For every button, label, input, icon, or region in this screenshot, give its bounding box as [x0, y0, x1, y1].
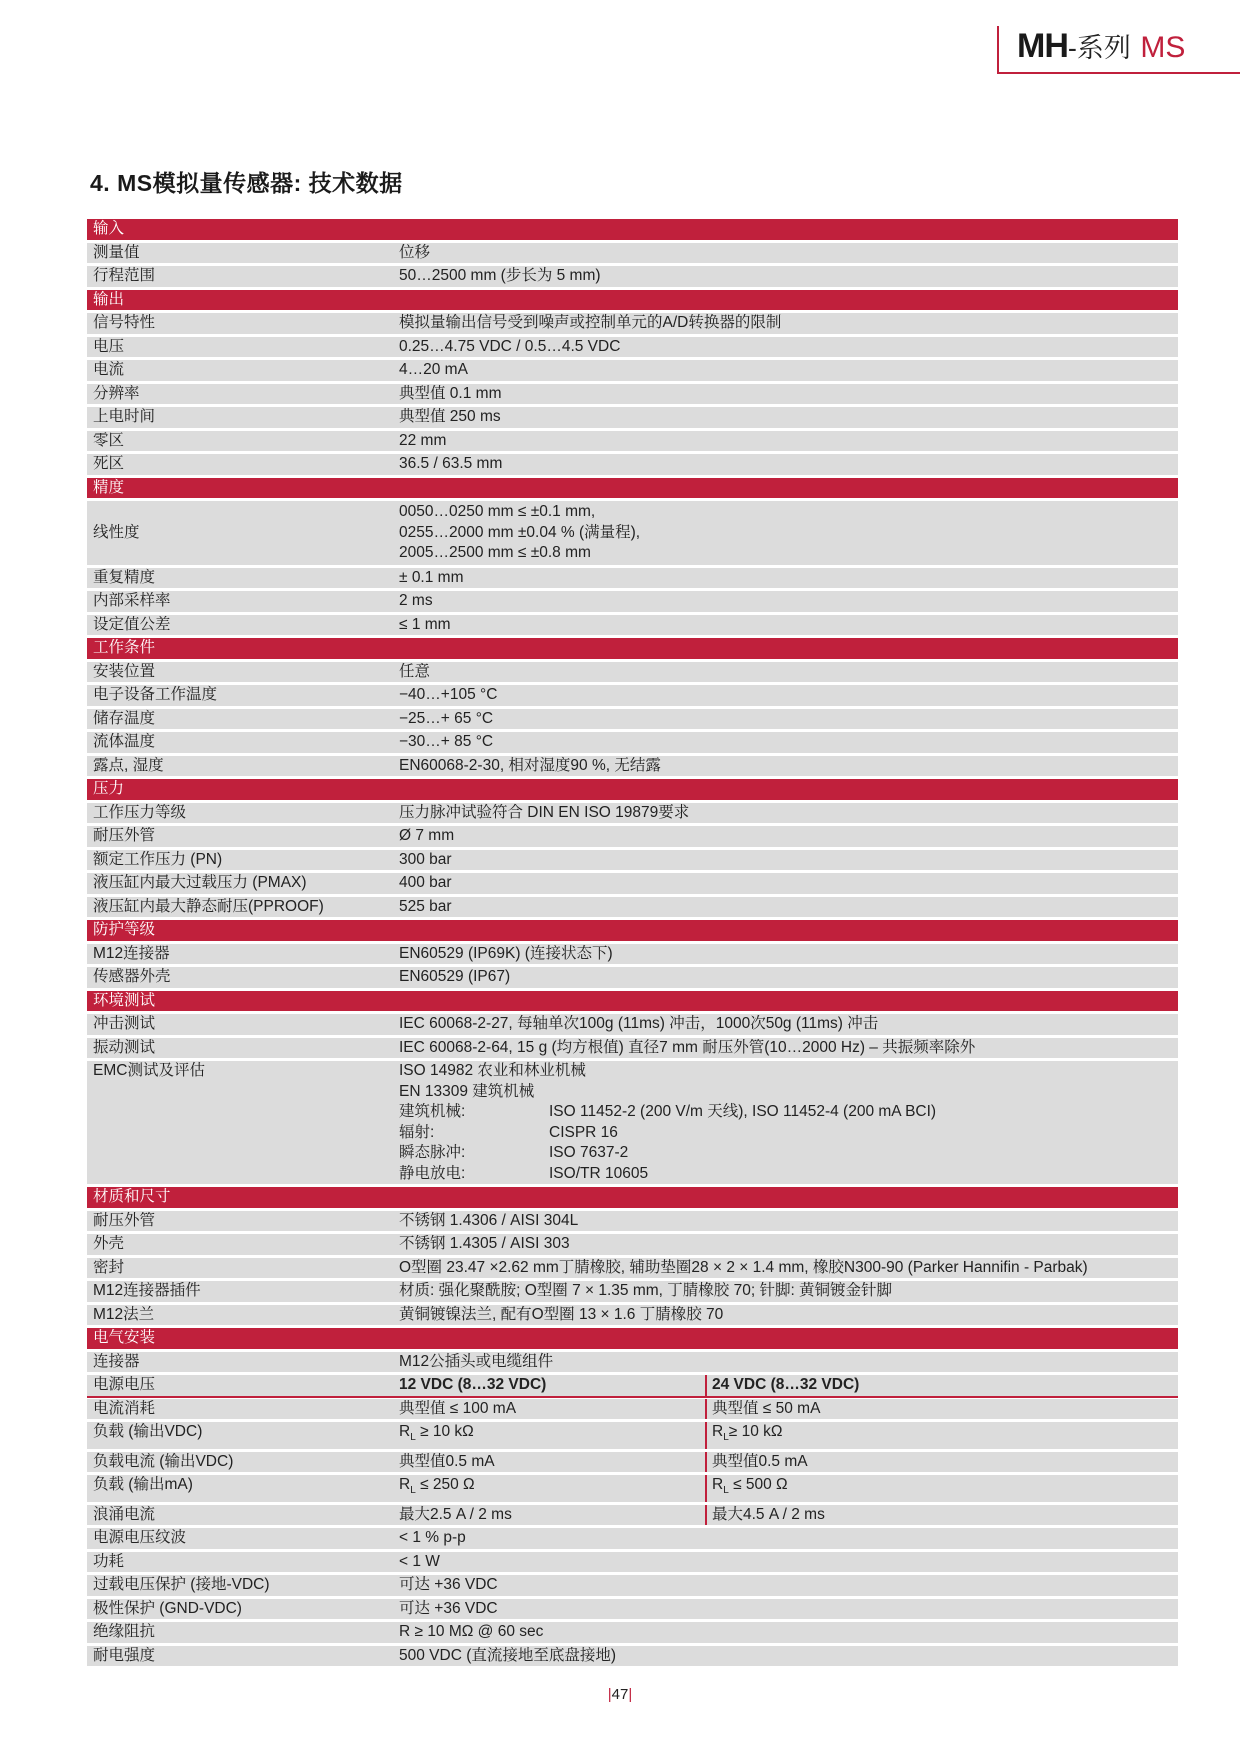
spec-value: 0.25…4.75 VDC / 0.5…4.5 VDC — [399, 337, 621, 355]
spec-label: 电压 — [93, 337, 125, 355]
spec-row — [87, 1646, 1178, 1667]
supply-voltage-row — [87, 1375, 1178, 1398]
spec-value: IEC 60068-2-64, 15 g (均方根值) 直径7 mm 耐压外管(10…2000 Hz) – 共振频率除外 — [399, 1038, 976, 1056]
spec-value: 可达 +36 VDC — [399, 1599, 498, 1617]
spec-value: 可达 +36 VDC — [399, 1576, 498, 1593]
spec-row — [87, 1352, 1178, 1373]
spec-sub-pair — [399, 1143, 1178, 1164]
resistance-subscript: L — [723, 1485, 729, 1496]
spec-value: −25…+ 65 °C — [399, 709, 494, 727]
spec-label: M12连接器 — [93, 944, 170, 962]
spec-row — [87, 1281, 1178, 1302]
spec-table — [87, 219, 1178, 1669]
spec-row — [87, 1014, 1178, 1035]
section-header — [87, 638, 1178, 659]
spec-row-split — [87, 1422, 1178, 1449]
value-24vdc — [705, 1505, 1178, 1526]
value-24vdc — [705, 1399, 1178, 1420]
spec-value: 400 bar — [399, 874, 452, 891]
spec-label: 重复精度 — [93, 568, 156, 586]
value-12vdc — [399, 1399, 705, 1420]
spec-value: 不锈钢 1.4306 / AISI 304L — [399, 1211, 579, 1229]
spec-label: 极性保护 (GND-VDC) — [93, 1599, 242, 1617]
spec-row — [87, 591, 1178, 612]
spec-row-split — [87, 1505, 1178, 1526]
section-title: 材质和尺寸 — [93, 1188, 171, 1205]
spec-sub-value: ISO/TR 10605 — [549, 1164, 649, 1182]
spec-label: 储存温度 — [93, 709, 156, 727]
spec-row — [87, 1234, 1178, 1255]
spec-label: 分辨率 — [93, 384, 140, 402]
spec-label: 电流消耗 — [93, 1399, 156, 1417]
spec-value: 任意 — [399, 662, 431, 680]
spec-row — [87, 1038, 1178, 1059]
spec-label: 信号特性 — [93, 314, 156, 331]
spec-row — [87, 568, 1178, 589]
resistance-subscript: L — [723, 1432, 729, 1443]
spec-value: M12公插头或电缆组件 — [399, 1352, 554, 1370]
spec-value: < 1 W — [399, 1552, 440, 1570]
section-title: 输出 — [93, 290, 125, 308]
spec-label: 电源电压 — [93, 1376, 156, 1393]
spec-row — [87, 407, 1178, 428]
spec-label: 耐压外管 — [93, 1211, 156, 1229]
spec-row — [87, 1211, 1178, 1232]
spec-value: 50…2500 mm (步长为 5 mm) — [399, 267, 601, 284]
spec-label: 死区 — [93, 455, 125, 472]
spec-value: O型圈 23.47 ×2.62 mm丁腈橡胶, 辅助垫圈28 × 2 × 1.4 mm, 橡胶N300-90 (Parker Hannifin - Parbak) — [399, 1258, 1088, 1276]
spec-value: IEC 60068-2-27, 每轴单次100g (11ms) 冲击，1000次50g (11ms) 冲击 — [399, 1015, 879, 1032]
value-24vdc — [705, 1422, 1178, 1449]
value-12vdc — [399, 1422, 705, 1449]
spec-label: 上电时间 — [93, 408, 156, 425]
spec-label: 功耗 — [93, 1552, 125, 1570]
spec-value: ≤ 500 Ω — [728, 1476, 788, 1493]
resistance-symbol: R — [712, 1423, 724, 1440]
spec-label: 露点, 湿度 — [93, 756, 164, 774]
spec-value — [399, 501, 1178, 565]
spec-value: 22 mm — [399, 431, 447, 449]
spec-label: 工作压力等级 — [93, 803, 187, 821]
spec-value: ≤ 1 mm — [399, 615, 451, 633]
spec-row — [87, 850, 1178, 871]
spec-sub-pair — [399, 1123, 1178, 1144]
spec-label: 线性度 — [93, 523, 140, 541]
section-title: 压力 — [93, 780, 125, 797]
section-header — [87, 219, 1178, 240]
spec-label: 密封 — [93, 1258, 125, 1276]
spec-row — [87, 1575, 1178, 1596]
spec-value-line: ISO 14982 农业和林业机械 — [399, 1062, 586, 1079]
spec-value: 不锈钢 1.4305 / AISI 303 — [399, 1235, 570, 1252]
spec-label: 零区 — [93, 431, 125, 449]
resistance-symbol: R — [399, 1423, 411, 1440]
section-header — [87, 779, 1178, 800]
spec-value: 位移 — [399, 243, 431, 261]
spec-value: ≤ 250 Ω — [415, 1476, 475, 1493]
spec-value: 典型值 ≤ 50 mA — [712, 1399, 821, 1417]
spec-sub-pair — [399, 1102, 1178, 1123]
spec-value: −40…+105 °C — [399, 686, 498, 703]
spec-row — [87, 897, 1178, 918]
spec-label: 负载 (输出mA) — [93, 1476, 193, 1493]
spec-sub-value: ISO 7637-2 — [549, 1144, 629, 1161]
spec-row — [87, 337, 1178, 358]
resistance-symbol: R — [399, 1476, 411, 1493]
spec-row — [87, 360, 1178, 381]
spec-row — [87, 1305, 1178, 1326]
spec-value: 典型值 250 ms — [399, 408, 501, 425]
resistance-subscript: L — [410, 1432, 416, 1443]
spec-label: 耐电强度 — [93, 1646, 156, 1664]
spec-label: 电子设备工作温度 — [93, 686, 218, 703]
spec-row — [87, 615, 1178, 636]
spec-row — [87, 1599, 1178, 1620]
spec-row — [87, 873, 1178, 894]
section-header — [87, 478, 1178, 499]
spec-row — [87, 243, 1178, 264]
spec-label: 内部采样率 — [93, 592, 171, 609]
spec-value: 压力脉冲试验符合 DIN EN ISO 19879要求 — [399, 803, 690, 821]
brand-header — [997, 26, 1240, 74]
spec-row — [87, 384, 1178, 405]
section-title: 输入 — [93, 220, 125, 237]
spec-value: EN60529 (IP69K) (连接状态下) — [399, 944, 613, 962]
spec-label: 绝缘阻抗 — [93, 1623, 156, 1640]
spec-row-split — [87, 1475, 1178, 1502]
spec-row — [87, 944, 1178, 965]
spec-value: 2 ms — [399, 592, 433, 609]
spec-sub-pair — [399, 1164, 1178, 1185]
spec-value: EN60068-2-30, 相对湿度90 %, 无结露 — [399, 756, 661, 774]
spec-label: 电流 — [93, 361, 125, 378]
brand-series: -系列 — [1067, 33, 1131, 63]
spec-value: 最大4.5 A / 2 ms — [712, 1505, 825, 1523]
spec-label: 耐压外管 — [93, 827, 156, 844]
section-title: 电气安装 — [93, 1329, 156, 1346]
spec-label: 传感器外壳 — [93, 968, 171, 985]
section-title: 工作条件 — [93, 639, 156, 656]
spec-value: 525 bar — [399, 897, 452, 915]
spec-label: 设定值公差 — [93, 615, 171, 633]
spec-row — [87, 662, 1178, 683]
spec-value: ± 0.1 mm — [399, 568, 464, 586]
spec-value: 黄铜镀镍法兰, 配有O型圈 13 × 1.6 丁腈橡胶 70 — [399, 1305, 724, 1323]
spec-label: M12连接器插件 — [93, 1282, 201, 1299]
spec-row — [87, 685, 1178, 706]
resistance-subscript: L — [410, 1485, 416, 1496]
value-24vdc — [705, 1475, 1178, 1502]
value-24vdc — [705, 1452, 1178, 1473]
section-title: 精度 — [93, 478, 125, 496]
spec-row — [87, 1061, 1178, 1184]
supply-24vdc: 24 VDC (8…32 VDC) — [705, 1375, 1178, 1396]
spec-value-line: EN 13309 建筑机械 — [399, 1082, 535, 1100]
value-12vdc — [399, 1505, 705, 1526]
spec-row — [87, 1622, 1178, 1643]
spec-value: 4…20 mA — [399, 361, 468, 378]
spec-value: 300 bar — [399, 850, 452, 868]
section-header — [87, 1328, 1178, 1349]
spec-row — [87, 1528, 1178, 1549]
value-12vdc — [399, 1452, 705, 1473]
spec-row — [87, 756, 1178, 777]
spec-label: 额定工作压力 (PN) — [93, 850, 223, 868]
spec-label: 连接器 — [93, 1352, 140, 1370]
section-header — [87, 1187, 1178, 1208]
page-number-value: 47 — [611, 1686, 629, 1703]
value-12vdc — [399, 1475, 705, 1502]
spec-label: 液压缸内最大静态耐压(PPROOF) — [93, 897, 324, 915]
page-title: 4. MS模拟量传感器: 技术数据 — [90, 170, 403, 196]
spec-value: < 1 % p-p — [399, 1529, 466, 1546]
resistance-symbol: R — [712, 1476, 724, 1493]
spec-label: 流体温度 — [93, 733, 156, 750]
section-header — [87, 920, 1178, 941]
spec-label: 安装位置 — [93, 662, 156, 680]
spec-value: Ø 7 mm — [399, 827, 455, 844]
spec-value: 典型值 0.1 mm — [399, 384, 502, 402]
spec-row — [87, 967, 1178, 988]
supply-12vdc: 12 VDC (8…32 VDC) — [399, 1376, 547, 1393]
spec-row-split — [87, 1452, 1178, 1473]
spec-label: 液压缸内最大过载压力 (PMAX) — [93, 874, 307, 891]
spec-row — [87, 313, 1178, 334]
spec-label: 冲击测试 — [93, 1015, 156, 1032]
spec-sub-key: 静电放电: — [399, 1164, 466, 1182]
brand-prefix: MH — [1017, 27, 1068, 65]
section-title: 防护等级 — [93, 921, 156, 938]
spec-value: 500 VDC (直流接地至底盘接地) — [399, 1646, 617, 1664]
spec-value: 材质: 强化聚酰胺; O型圈 7 × 1.35 mm, 丁腈橡胶 70; 针脚: 黄铜镀金针脚 — [399, 1282, 893, 1299]
spec-label: M12法兰 — [93, 1305, 155, 1323]
spec-value: 典型值0.5 mA — [712, 1452, 808, 1470]
spec-value-line: 2005…2500 mm ≤ ±0.8 mm — [399, 544, 591, 561]
section-title: 环境测试 — [93, 991, 156, 1009]
spec-label: 外壳 — [93, 1235, 125, 1252]
spec-value: ≥ 10 kΩ — [728, 1423, 783, 1440]
spec-row — [87, 266, 1178, 287]
spec-label: 过载电压保护 (接地-VDC) — [93, 1576, 270, 1593]
spec-label: 振动测试 — [93, 1038, 156, 1056]
spec-value — [399, 1061, 1178, 1184]
spec-value: 典型值0.5 mA — [399, 1452, 495, 1470]
spec-row — [87, 1552, 1178, 1573]
spec-sub-key: 建筑机械: — [399, 1103, 466, 1120]
spec-sub-value: ISO 11452-2 (200 V/m 天线), ISO 11452-4 (200 mA BCI) — [549, 1103, 937, 1120]
section-header — [87, 290, 1178, 311]
spec-row — [87, 454, 1178, 475]
spec-value: −30…+ 85 °C — [399, 733, 494, 750]
spec-row — [87, 803, 1178, 824]
spec-label: 测量值 — [93, 243, 140, 261]
spec-row-split — [87, 1399, 1178, 1420]
spec-label: 负载电流 (输出VDC) — [93, 1452, 234, 1470]
spec-row — [87, 826, 1178, 847]
brand-model: MS — [1140, 31, 1186, 64]
spec-label: EMC测试及评估 — [93, 1062, 205, 1079]
spec-row — [87, 732, 1178, 753]
spec-sub-value: CISPR 16 — [549, 1123, 618, 1141]
spec-row — [87, 1258, 1178, 1279]
spec-row — [87, 501, 1178, 565]
spec-value: 模拟量输出信号受到噪声或控制单元的A/D转换器的限制 — [399, 314, 782, 331]
spec-value: 36.5 / 63.5 mm — [399, 455, 503, 472]
spec-label: 负载 (输出VDC) — [93, 1423, 203, 1440]
spec-sub-key: 辐射: — [399, 1123, 435, 1141]
spec-value-line: 0255…2000 mm ±0.04 % (满量程), — [399, 523, 641, 541]
spec-row — [87, 709, 1178, 730]
spec-value: EN60529 (IP67) — [399, 968, 511, 985]
brand-title — [1017, 26, 1185, 68]
spec-label: 电源电压纹波 — [93, 1529, 187, 1546]
spec-value: R ≥ 10 MΩ @ 60 sec — [399, 1623, 544, 1640]
spec-sub-key: 瞬态脉冲: — [399, 1144, 466, 1161]
spec-value-line: 0050…0250 mm ≤ ±0.1 mm, — [399, 503, 596, 520]
page-number: |47| — [607, 1686, 633, 1703]
spec-value: 最大2.5 A / 2 ms — [399, 1505, 512, 1523]
spec-row — [87, 431, 1178, 452]
spec-value: 典型值 ≤ 100 mA — [399, 1399, 517, 1417]
section-header — [87, 991, 1178, 1012]
spec-label: 浪涌电流 — [93, 1505, 156, 1523]
spec-label: 行程范围 — [93, 267, 156, 284]
spec-value: ≥ 10 kΩ — [415, 1423, 474, 1440]
